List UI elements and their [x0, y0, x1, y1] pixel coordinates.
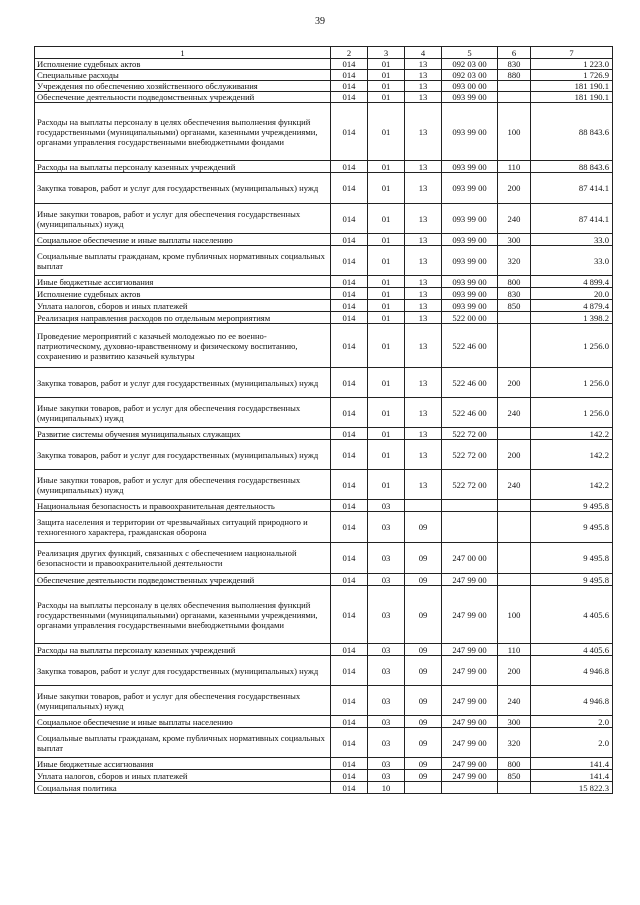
- column-header: 4: [405, 47, 442, 59]
- row-code-4: 09: [405, 728, 442, 758]
- row-amount: 33.0: [531, 246, 613, 276]
- row-code-4: 13: [405, 92, 442, 103]
- row-code-2: 014: [331, 173, 368, 204]
- table-row: [35, 586, 613, 644]
- row-name: Закупка товаров, работ и услуг для государственных (муниципальных) нужд: [35, 173, 331, 204]
- table-row: [35, 440, 613, 470]
- row-amount: 142.2: [531, 440, 613, 470]
- row-code-3: 03: [368, 770, 405, 782]
- table-row: [35, 300, 613, 312]
- row-code-6: [498, 312, 531, 324]
- row-code-4: 09: [405, 656, 442, 686]
- row-name: Обеспечение деятельности подведомственных учреждений: [35, 92, 331, 103]
- table-row: [35, 512, 613, 543]
- row-code-6: [498, 512, 531, 543]
- row-code-5: 247 99 00: [442, 686, 498, 716]
- row-name: Развитие системы обучения муниципальных служащих: [35, 428, 331, 440]
- row-code-2: 014: [331, 428, 368, 440]
- row-code-6: 850: [498, 300, 531, 312]
- row-code-2: 014: [331, 770, 368, 782]
- row-code-4: 09: [405, 758, 442, 770]
- row-code-5: 093 99 00: [442, 161, 498, 173]
- table-row: [35, 728, 613, 758]
- column-header: 1: [35, 47, 331, 59]
- table-row: [35, 500, 613, 512]
- table-row: [35, 543, 613, 574]
- row-code-2: 014: [331, 758, 368, 770]
- row-code-4: 13: [405, 173, 442, 204]
- row-code-5: 093 99 00: [442, 288, 498, 300]
- row-code-2: 014: [331, 70, 368, 81]
- table-row: [35, 59, 613, 70]
- row-code-5: 522 72 00: [442, 440, 498, 470]
- row-name: Обеспечение деятельности подведомственных учреждений: [35, 574, 331, 586]
- row-code-6: 800: [498, 276, 531, 288]
- row-code-6: [498, 324, 531, 368]
- row-code-6: 110: [498, 644, 531, 656]
- row-amount: 181 190.1: [531, 81, 613, 92]
- table-row: [35, 758, 613, 770]
- row-code-6: [498, 500, 531, 512]
- row-name: Реализация направления расходов по отдельным мероприятиям: [35, 312, 331, 324]
- row-code-4: 13: [405, 276, 442, 288]
- row-code-3: 03: [368, 644, 405, 656]
- row-amount: 1 256.0: [531, 398, 613, 428]
- row-code-3: 01: [368, 81, 405, 92]
- row-code-3: 01: [368, 288, 405, 300]
- table-row: [35, 312, 613, 324]
- row-code-2: 014: [331, 398, 368, 428]
- table-row: [35, 246, 613, 276]
- row-name: Социальные выплаты гражданам, кроме публичных нормативных социальных выплат: [35, 246, 331, 276]
- row-name: Исполнение судебных актов: [35, 288, 331, 300]
- row-name: Реализация других функций, связанных с обеспечением национальной безопасности и правоохранительной деятельности: [35, 543, 331, 574]
- row-code-3: 01: [368, 312, 405, 324]
- row-code-6: [498, 574, 531, 586]
- row-code-3: 01: [368, 470, 405, 500]
- row-code-4: 09: [405, 644, 442, 656]
- table-row: [35, 686, 613, 716]
- row-code-5: 093 99 00: [442, 246, 498, 276]
- row-amount: 2.0: [531, 728, 613, 758]
- row-amount: 142.2: [531, 428, 613, 440]
- column-header: 6: [498, 47, 531, 59]
- row-code-6: 830: [498, 288, 531, 300]
- row-name: Расходы на выплаты персоналу в целях обеспечения выполнения функций государственными (муниципальными) органами, казенными учреждениями, органами управления государственными внебюджетными фондами: [35, 103, 331, 161]
- row-code-2: 014: [331, 59, 368, 70]
- row-amount: 2.0: [531, 716, 613, 728]
- row-amount: 9 495.8: [531, 512, 613, 543]
- row-code-6: 240: [498, 470, 531, 500]
- table-row: [35, 770, 613, 782]
- row-amount: 1 223.0: [531, 59, 613, 70]
- row-amount: 88 843.6: [531, 161, 613, 173]
- row-code-2: 014: [331, 512, 368, 543]
- row-code-3: 03: [368, 500, 405, 512]
- row-code-2: 014: [331, 586, 368, 644]
- row-code-4: 13: [405, 428, 442, 440]
- table-row: [35, 656, 613, 686]
- row-code-2: 014: [331, 782, 368, 794]
- row-code-4: 09: [405, 574, 442, 586]
- row-code-2: 014: [331, 686, 368, 716]
- row-code-6: 300: [498, 716, 531, 728]
- row-name: Социальное обеспечение и иные выплаты населению: [35, 716, 331, 728]
- row-code-2: 014: [331, 161, 368, 173]
- row-name: Социальная политика: [35, 782, 331, 794]
- row-code-2: 014: [331, 644, 368, 656]
- row-code-6: 100: [498, 103, 531, 161]
- row-code-4: 09: [405, 770, 442, 782]
- row-code-4: 13: [405, 470, 442, 500]
- row-code-2: 014: [331, 543, 368, 574]
- row-code-4: 09: [405, 586, 442, 644]
- row-amount: 88 843.6: [531, 103, 613, 161]
- row-code-6: 850: [498, 770, 531, 782]
- row-code-5: 522 00 00: [442, 312, 498, 324]
- row-code-2: 014: [331, 246, 368, 276]
- row-code-6: 200: [498, 440, 531, 470]
- row-code-4: [405, 782, 442, 794]
- column-header: 5: [442, 47, 498, 59]
- row-name: Иные бюджетные ассигнования: [35, 758, 331, 770]
- column-header: 3: [368, 47, 405, 59]
- row-code-3: 03: [368, 728, 405, 758]
- row-code-2: 014: [331, 716, 368, 728]
- table-row: [35, 234, 613, 246]
- row-amount: 1 256.0: [531, 324, 613, 368]
- row-code-4: 09: [405, 543, 442, 574]
- budget-table: [34, 46, 613, 794]
- row-code-3: 03: [368, 512, 405, 543]
- row-code-6: 320: [498, 246, 531, 276]
- row-code-5: 522 46 00: [442, 324, 498, 368]
- row-code-3: 03: [368, 686, 405, 716]
- page-number: 39: [315, 16, 325, 27]
- row-code-2: 014: [331, 500, 368, 512]
- table-row: [35, 574, 613, 586]
- row-code-5: 093 99 00: [442, 92, 498, 103]
- column-header: 2: [331, 47, 368, 59]
- row-code-6: 110: [498, 161, 531, 173]
- table-row: [35, 398, 613, 428]
- row-code-6: 830: [498, 59, 531, 70]
- row-amount: 4 946.8: [531, 686, 613, 716]
- row-amount: 87 414.1: [531, 173, 613, 204]
- row-code-4: 09: [405, 716, 442, 728]
- row-code-3: 01: [368, 70, 405, 81]
- table-row: [35, 70, 613, 81]
- row-code-5: 522 46 00: [442, 398, 498, 428]
- row-code-4: 13: [405, 312, 442, 324]
- table-row: [35, 324, 613, 368]
- row-code-3: 01: [368, 103, 405, 161]
- table-row: [35, 92, 613, 103]
- row-amount: 15 822.3: [531, 782, 613, 794]
- row-code-2: 014: [331, 574, 368, 586]
- row-name: Иные закупки товаров, работ и услуг для обеспечения государственных (муниципальных) нужд: [35, 398, 331, 428]
- row-name: Учреждения по обеспечению хозяйственного обслуживания: [35, 81, 331, 92]
- row-code-4: 13: [405, 234, 442, 246]
- row-code-5: 093 99 00: [442, 234, 498, 246]
- row-name: Расходы на выплаты персоналу казенных учреждений: [35, 161, 331, 173]
- row-code-3: 03: [368, 574, 405, 586]
- row-code-3: 01: [368, 204, 405, 234]
- row-code-3: 01: [368, 161, 405, 173]
- row-code-4: 13: [405, 246, 442, 276]
- row-code-4: 13: [405, 300, 442, 312]
- row-code-4: 13: [405, 161, 442, 173]
- row-amount: 1 256.0: [531, 368, 613, 398]
- table-row: [35, 81, 613, 92]
- row-amount: 142.2: [531, 470, 613, 500]
- row-code-2: 014: [331, 324, 368, 368]
- row-code-5: 247 99 00: [442, 758, 498, 770]
- row-amount: 87 414.1: [531, 204, 613, 234]
- row-code-5: [442, 512, 498, 543]
- row-amount: 1 398.2: [531, 312, 613, 324]
- row-name: Социальное обеспечение и иные выплаты населению: [35, 234, 331, 246]
- row-code-6: [498, 782, 531, 794]
- row-code-6: 240: [498, 204, 531, 234]
- row-code-5: 247 99 00: [442, 644, 498, 656]
- row-code-6: 240: [498, 686, 531, 716]
- row-code-4: [405, 500, 442, 512]
- row-code-6: [498, 81, 531, 92]
- row-name: Расходы на выплаты персоналу казенных учреждений: [35, 644, 331, 656]
- row-code-3: 01: [368, 300, 405, 312]
- row-amount: 9 495.8: [531, 500, 613, 512]
- row-code-3: 01: [368, 398, 405, 428]
- row-code-5: 093 99 00: [442, 300, 498, 312]
- row-code-5: 522 46 00: [442, 368, 498, 398]
- row-code-6: 200: [498, 173, 531, 204]
- row-code-3: 01: [368, 173, 405, 204]
- row-code-3: 01: [368, 368, 405, 398]
- row-code-2: 014: [331, 81, 368, 92]
- row-code-5: 093 99 00: [442, 173, 498, 204]
- row-code-4: 13: [405, 103, 442, 161]
- table-row: [35, 644, 613, 656]
- table-row: [35, 276, 613, 288]
- row-code-5: 093 99 00: [442, 276, 498, 288]
- row-amount: 141.4: [531, 758, 613, 770]
- row-code-2: 014: [331, 234, 368, 246]
- row-code-2: 014: [331, 656, 368, 686]
- row-code-6: [498, 428, 531, 440]
- row-code-3: 01: [368, 428, 405, 440]
- table-row: [35, 470, 613, 500]
- row-code-2: 014: [331, 92, 368, 103]
- row-name: Специальные расходы: [35, 70, 331, 81]
- table-row: [35, 103, 613, 161]
- row-code-3: 01: [368, 234, 405, 246]
- row-name: Уплата налогов, сборов и иных платежей: [35, 300, 331, 312]
- row-name: Иные закупки товаров, работ и услуг для обеспечения государственных (муниципальных) нужд: [35, 686, 331, 716]
- row-code-6: 200: [498, 368, 531, 398]
- row-code-5: 247 99 00: [442, 574, 498, 586]
- row-code-3: 03: [368, 543, 405, 574]
- row-name: Закупка товаров, работ и услуг для государственных (муниципальных) нужд: [35, 368, 331, 398]
- row-code-4: 13: [405, 70, 442, 81]
- row-code-4: 13: [405, 59, 442, 70]
- row-code-5: 093 99 00: [442, 204, 498, 234]
- table-row: [35, 288, 613, 300]
- table-row: [35, 716, 613, 728]
- row-code-5: 092 03 00: [442, 70, 498, 81]
- row-code-6: 200: [498, 656, 531, 686]
- row-code-3: 03: [368, 586, 405, 644]
- row-amount: 141.4: [531, 770, 613, 782]
- row-code-4: 13: [405, 440, 442, 470]
- row-code-6: 880: [498, 70, 531, 81]
- table-row: [35, 782, 613, 794]
- row-amount: 33.0: [531, 234, 613, 246]
- row-code-6: [498, 92, 531, 103]
- row-code-4: 09: [405, 512, 442, 543]
- row-code-3: 03: [368, 656, 405, 686]
- row-amount: 9 495.8: [531, 574, 613, 586]
- row-name: Закупка товаров, работ и услуг для государственных (муниципальных) нужд: [35, 656, 331, 686]
- row-code-4: 13: [405, 81, 442, 92]
- row-amount: 4 899.4: [531, 276, 613, 288]
- row-code-3: 03: [368, 716, 405, 728]
- table-row: [35, 161, 613, 173]
- row-code-6: 100: [498, 586, 531, 644]
- row-amount: 181 190.1: [531, 92, 613, 103]
- row-code-4: 13: [405, 398, 442, 428]
- row-code-5: 247 99 00: [442, 728, 498, 758]
- row-code-3: 01: [368, 59, 405, 70]
- row-code-4: 09: [405, 686, 442, 716]
- row-code-5: 092 03 00: [442, 59, 498, 70]
- row-code-5: 093 99 00: [442, 103, 498, 161]
- row-code-5: 093 00 00: [442, 81, 498, 92]
- row-code-5: 522 72 00: [442, 428, 498, 440]
- row-amount: 4 946.8: [531, 656, 613, 686]
- row-amount: 4 405.6: [531, 644, 613, 656]
- row-code-2: 014: [331, 470, 368, 500]
- row-code-3: 01: [368, 92, 405, 103]
- table-row: [35, 173, 613, 204]
- row-code-3: 01: [368, 246, 405, 276]
- column-header: 7: [531, 47, 613, 59]
- row-code-6: 320: [498, 728, 531, 758]
- row-code-5: 522 72 00: [442, 470, 498, 500]
- table-row: [35, 428, 613, 440]
- row-name: Иные бюджетные ассигнования: [35, 276, 331, 288]
- row-code-4: 13: [405, 324, 442, 368]
- row-code-4: 13: [405, 368, 442, 398]
- table-header-row: [35, 47, 613, 59]
- row-amount: 20.0: [531, 288, 613, 300]
- row-code-3: 01: [368, 324, 405, 368]
- row-code-3: 03: [368, 758, 405, 770]
- row-amount: 4 879.4: [531, 300, 613, 312]
- row-code-2: 014: [331, 368, 368, 398]
- row-code-3: 01: [368, 276, 405, 288]
- row-name: Проведение мероприятий с казачьей молодежью по ее военно-патриотическому, духовно-нравственному и физическому воспитанию, сохранению и развитию казачьей культуры: [35, 324, 331, 368]
- row-code-2: 014: [331, 288, 368, 300]
- row-amount: 9 495.8: [531, 543, 613, 574]
- row-code-6: [498, 543, 531, 574]
- row-code-5: [442, 782, 498, 794]
- row-code-6: 240: [498, 398, 531, 428]
- row-code-4: 13: [405, 204, 442, 234]
- row-code-3: 01: [368, 440, 405, 470]
- row-code-6: 300: [498, 234, 531, 246]
- row-code-5: 247 99 00: [442, 770, 498, 782]
- row-code-2: 014: [331, 440, 368, 470]
- row-name: Исполнение судебных актов: [35, 59, 331, 70]
- row-code-2: 014: [331, 276, 368, 288]
- row-code-5: 247 99 00: [442, 656, 498, 686]
- row-code-5: [442, 500, 498, 512]
- row-code-5: 247 00 00: [442, 543, 498, 574]
- row-name: Уплата налогов, сборов и иных платежей: [35, 770, 331, 782]
- row-amount: 1 726.9: [531, 70, 613, 81]
- row-code-2: 014: [331, 204, 368, 234]
- row-code-2: 014: [331, 103, 368, 161]
- row-code-5: 247 99 00: [442, 716, 498, 728]
- row-name: Национальная безопасность и правоохранительная деятельность: [35, 500, 331, 512]
- row-code-5: 247 99 00: [442, 586, 498, 644]
- row-name: Расходы на выплаты персоналу в целях обеспечения выполнения функций государственными (муниципальными) органами, казенными учреждениями, органами управления государственными внебюджетными фондами: [35, 586, 331, 644]
- row-code-2: 014: [331, 312, 368, 324]
- row-name: Защита населения и территории от чрезвычайных ситуаций природного и техногенного характера, гражданская оборона: [35, 512, 331, 543]
- row-code-2: 014: [331, 728, 368, 758]
- row-name: Социальные выплаты гражданам, кроме публичных нормативных социальных выплат: [35, 728, 331, 758]
- row-code-6: 800: [498, 758, 531, 770]
- row-name: Иные закупки товаров, работ и услуг для обеспечения государственных (муниципальных) нужд: [35, 204, 331, 234]
- row-name: Закупка товаров, работ и услуг для государственных (муниципальных) нужд: [35, 440, 331, 470]
- row-amount: 4 405.6: [531, 586, 613, 644]
- row-code-3: 10: [368, 782, 405, 794]
- row-code-4: 13: [405, 288, 442, 300]
- table-row: [35, 204, 613, 234]
- row-code-2: 014: [331, 300, 368, 312]
- table-row: [35, 368, 613, 398]
- row-name: Иные закупки товаров, работ и услуг для обеспечения государственных (муниципальных) нужд: [35, 470, 331, 500]
